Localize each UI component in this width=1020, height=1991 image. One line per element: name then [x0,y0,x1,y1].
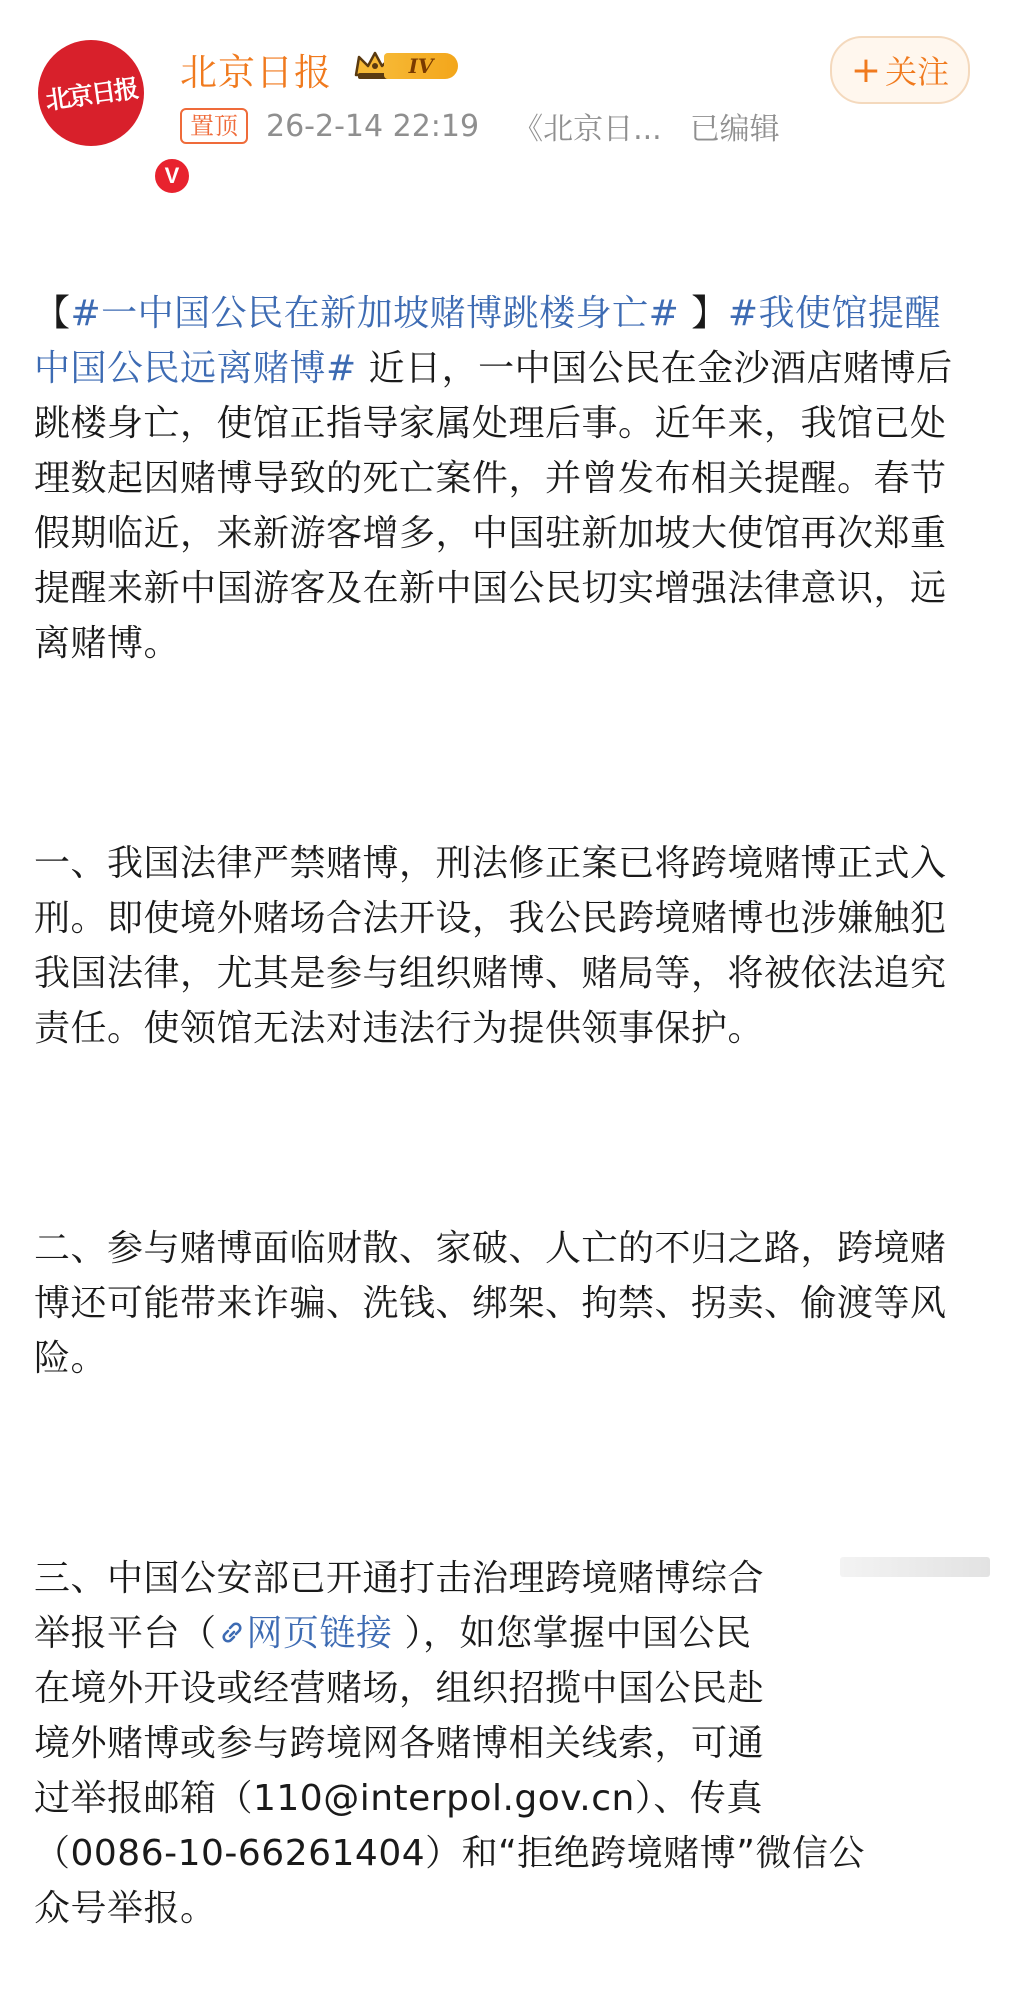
bracket-close: 】 [679,293,728,334]
verified-badge-icon: V [152,156,192,196]
web-link-label: 网页链接 [246,1613,393,1654]
post-meta [180,106,780,146]
edited-label: 已编辑 [689,112,780,147]
plus-icon: + [850,49,882,91]
account-name[interactable]: 北京日报 [180,51,332,94]
paragraph-3-text-a: 三、中国公安部已开通打击治理跨境赌博综合 举报平台（ [34,1558,765,1654]
hashtag-topic-2[interactable]: #我使馆提醒中国公民远离赌博# [34,293,941,389]
paragraph-2: 二、参与赌博面临财散、家破、人亡的不归之路，跨境赌博还可能带来诈骗、洗钱、绑架、拘禁、拐卖、偷渡等风险。 [34,1228,947,1379]
paragraph-3-text-b: ），如您掌握中国公民 在境外开设或经营赌场，组织招揽中国公民赴 境外赌博或参与跨境网各赌博相关线索，可通 过举报邮箱（110@interpol.gov.cn）、传真 （0086-10-66261404）和“拒绝跨境赌博”微信公 众号举报。 [34,1613,865,1929]
watermark-blur [840,1557,990,1577]
post-source[interactable]: 《北京日... [513,112,662,147]
avatar[interactable] [38,40,180,188]
post-timestamp: 26-2-14 22:19 [266,108,480,144]
post-header [0,0,1020,188]
bracket-open: 【 [34,293,71,334]
post-body [34,176,954,1991]
intro-text: 近日，一中国公民在金沙酒店赌博后跳楼身亡，使馆正指导家属处理后事。近年来，我馆已处理数起因赌博导致的死亡案件，并曾发布相关提醒。春节假期临近，来新游客增多，中国驻新加坡大使馆再次郑重提醒来新中国游客及在新中国公民切实增强法律意识，远离赌博。 [34,348,953,664]
paragraph-intro [34,286,954,671]
level-badge[interactable] [352,49,460,81]
paragraph-1: 一、我国法律严禁赌博，刑法修正案已将跨境赌博正式入刑。即使境外赌场合法开设，我公民跨境赌博也涉嫌触犯我国法律，尤其是参与组织赌博、赌局等，将被依法追究责任。使领馆无法对违法行为提供领事保护。 [34,843,947,1049]
paragraph-3 [34,1551,954,1936]
follow-button[interactable] [830,36,970,104]
link-icon [217,1619,247,1649]
pinned-badge: 置顶 [180,108,248,144]
web-link[interactable] [217,1613,393,1654]
avatar-logo-text: 北京日报 [43,73,139,116]
level-label: IV [384,53,458,79]
follow-label: 关注 [885,53,950,91]
hashtag-topic-1[interactable]: #一中国公民在新加坡赌博跳楼身亡# [70,293,680,334]
